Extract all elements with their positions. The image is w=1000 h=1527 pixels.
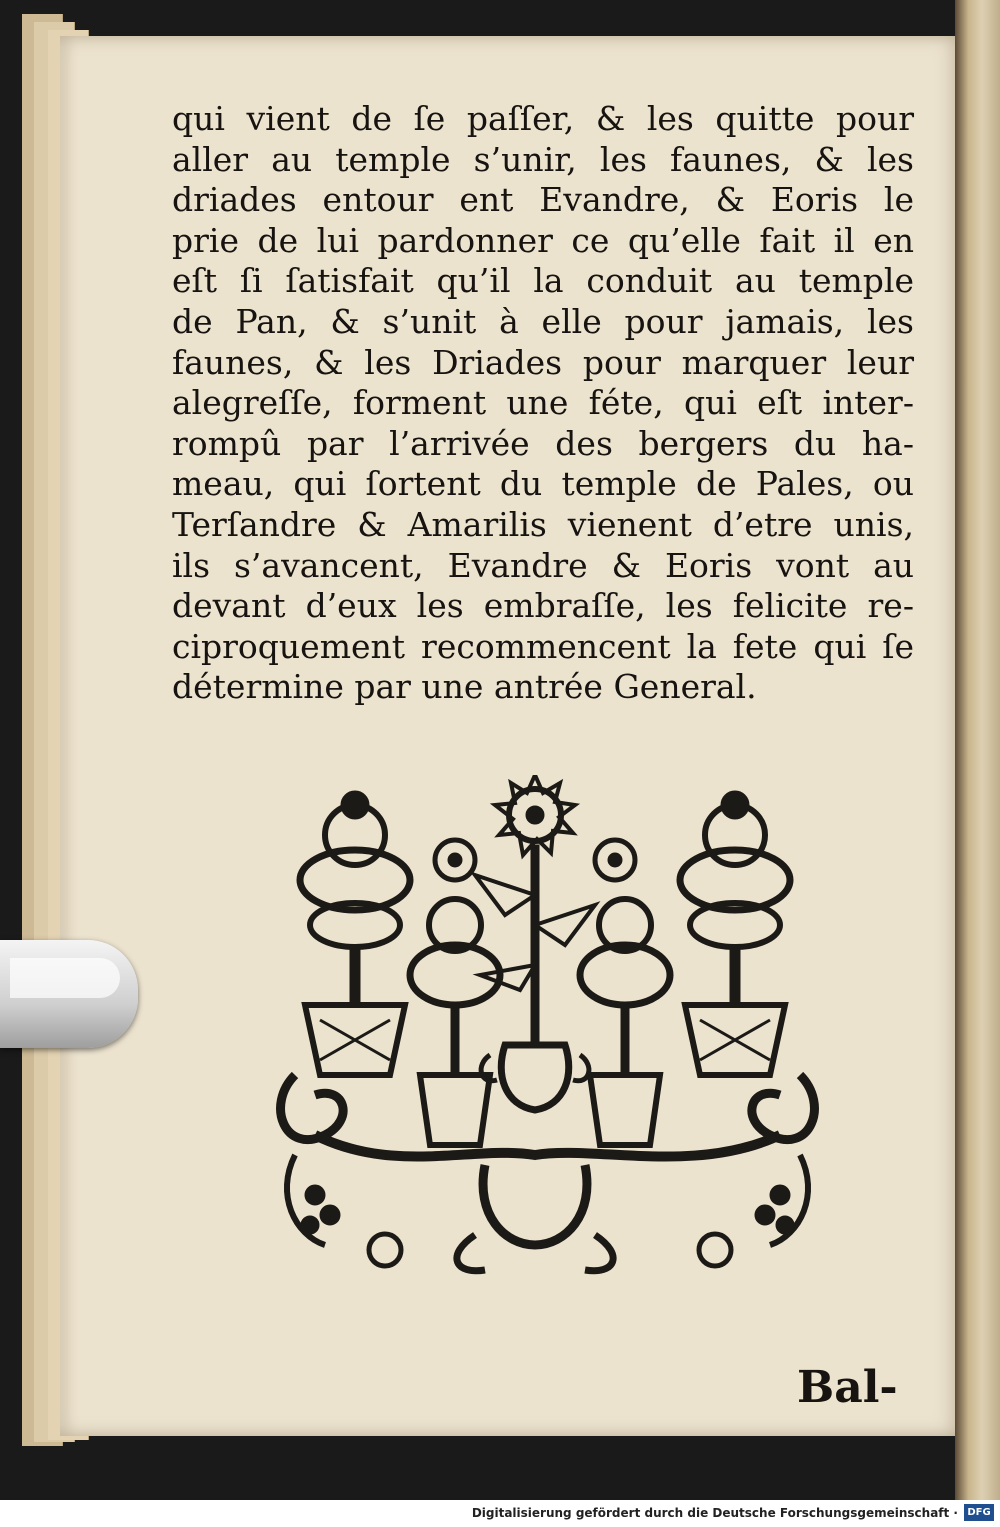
text-line: ils s’avancent, Evandre & Eoris vont au [172,545,914,585]
dfg-logo: DFG [964,1504,994,1521]
text-line: ciproquement recommencent la fete qui ſe [172,626,914,666]
text-line: Terſandre & Amarilis vienent d’etre unis, [172,504,914,544]
text-line: de Pan, & s’unit à elle pour jamais, les [172,301,914,341]
text-line: détermine par une antrée General. [172,667,757,707]
text-line: meau, qui ſortent du temple de Pales, ou [172,464,914,504]
page-clip [0,940,138,1048]
right-tree-icon [680,791,814,1140]
text-line: aller au temple s’unir, les faunes, & les [172,139,914,179]
text-line: eſt ſi ſatisfait qu’il la conduit au temple [172,261,914,301]
text-line: rompû par l’arrivée des bergers du ha- [172,423,914,463]
text-line: alegreſſe, forment une féte, qui eſt inter- [172,383,914,423]
footer-credit: Digitalisierung gefördert durch die Deutsche Forschungsgemeinschaft · [471,1506,958,1520]
footer [0,1500,1000,1527]
flower-pots-woodcut-icon [275,775,820,1285]
body-text [172,99,914,708]
book-gutter [955,0,1000,1500]
left-tree-icon [281,791,410,1140]
catchword: Bal- [797,1362,898,1413]
left-bush-icon [410,899,500,1145]
scroll-base-icon [287,1135,808,1271]
text-line: driades entour ent Evandre, & Eoris le [172,180,914,220]
text-line: qui vient de ſe paſſer, & les quitte pour [172,99,914,138]
right-bush-icon [580,899,670,1145]
text-line: prie de lui pardonner ce qu’elle fait il en [172,220,914,260]
text-line: faunes, & les Driades pour marquer leur [172,342,914,382]
text-line: devant d’eux les embraſſe, les felicite re- [172,586,914,626]
